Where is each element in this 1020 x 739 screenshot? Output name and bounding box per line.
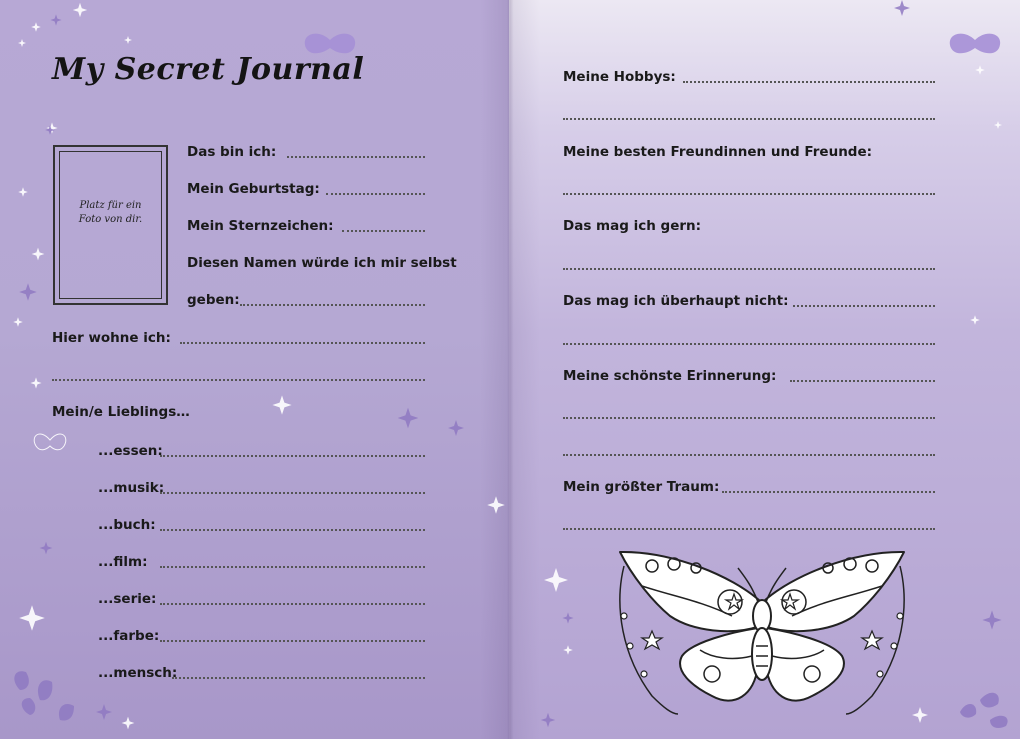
photo-placeholder-line1: Platz für ein (79, 200, 142, 211)
dotted-line[interactable] (160, 603, 425, 605)
moon-icon (432, 222, 460, 238)
dotted-line[interactable] (563, 528, 935, 530)
dotted-line[interactable] (160, 529, 425, 531)
field-label-freunde: Meine besten Freundinnen und Freunde: (563, 144, 873, 160)
moon-icon (432, 632, 460, 648)
field-label-serie: ...serie: (98, 591, 157, 607)
moon-icon (432, 148, 460, 164)
dotted-line[interactable] (160, 492, 425, 494)
journal-title: My Secret Journal (52, 52, 365, 87)
dotted-line[interactable] (563, 417, 935, 419)
moon-icon (432, 558, 460, 574)
moon-icon (432, 595, 460, 611)
field-label-musik: ...musik: (98, 480, 165, 496)
field-label-mag-ich-gern: Das mag ich gern: (563, 218, 702, 234)
dotted-line[interactable] (326, 193, 425, 195)
field-label-buch: ...buch: (98, 517, 156, 533)
moon-icon (432, 185, 460, 201)
dotted-line[interactable] (240, 304, 425, 306)
photo-frame (53, 145, 168, 305)
moon-icon (432, 371, 460, 387)
moth-illustration-icon (612, 546, 912, 721)
dotted-line[interactable] (180, 342, 425, 344)
field-label-sternzeichen: Mein Sternzeichen: (187, 218, 334, 234)
field-label-traum: Mein größter Traum: (563, 479, 720, 495)
dotted-line[interactable] (563, 268, 935, 270)
dotted-line[interactable] (52, 379, 425, 381)
field-label-essen: ...essen: (98, 443, 163, 459)
dotted-line[interactable] (172, 677, 425, 679)
field-label-mensch: ...mensch: (98, 665, 178, 681)
moon-icon (942, 111, 970, 127)
dotted-line[interactable] (563, 193, 935, 195)
field-label-wunschname: Diesen Namen würde ich mir selbst (187, 255, 457, 271)
moon-icon (432, 447, 460, 463)
field-label-film: ...film: (98, 554, 148, 570)
dotted-line[interactable] (160, 455, 425, 457)
moon-icon (942, 336, 970, 352)
photo-placeholder-text (55, 199, 166, 227)
photo-placeholder-line2: Foto von dir. (78, 214, 143, 225)
dotted-line[interactable] (683, 81, 935, 83)
dotted-line[interactable] (793, 305, 935, 307)
moon-icon (942, 186, 970, 202)
moon-icon (432, 484, 460, 500)
dotted-line[interactable] (160, 640, 425, 642)
dotted-line[interactable] (790, 380, 935, 382)
moon-icon (942, 521, 970, 537)
dotted-line[interactable] (563, 118, 935, 120)
moon-icon (432, 669, 460, 685)
field-label-farbe: ...farbe: (98, 628, 160, 644)
dotted-line[interactable] (287, 156, 425, 158)
moon-icon (432, 296, 460, 312)
dotted-line[interactable] (563, 454, 935, 456)
moon-icon (432, 521, 460, 537)
field-label-mag-nicht: Das mag ich überhaupt nicht: (563, 293, 789, 309)
dotted-line[interactable] (563, 343, 935, 345)
dotted-line[interactable] (160, 566, 425, 568)
moon-icon (942, 447, 970, 463)
field-label-das-bin-ich: Das bin ich: (187, 144, 277, 160)
field-label-erinnerung: Meine schönste Erinnerung: (563, 368, 777, 384)
field-label-geben: geben: (187, 292, 240, 308)
field-label-hier-wohne-ich: Hier wohne ich: (52, 330, 171, 346)
lieblings-heading: Mein/e Lieblings… (52, 404, 190, 420)
field-label-geburtstag: Mein Geburtstag: (187, 181, 320, 197)
dotted-line[interactable] (342, 230, 425, 232)
dotted-line[interactable] (722, 491, 935, 493)
field-label-hobbys: Meine Hobbys: (563, 69, 676, 85)
moon-icon (942, 261, 970, 277)
